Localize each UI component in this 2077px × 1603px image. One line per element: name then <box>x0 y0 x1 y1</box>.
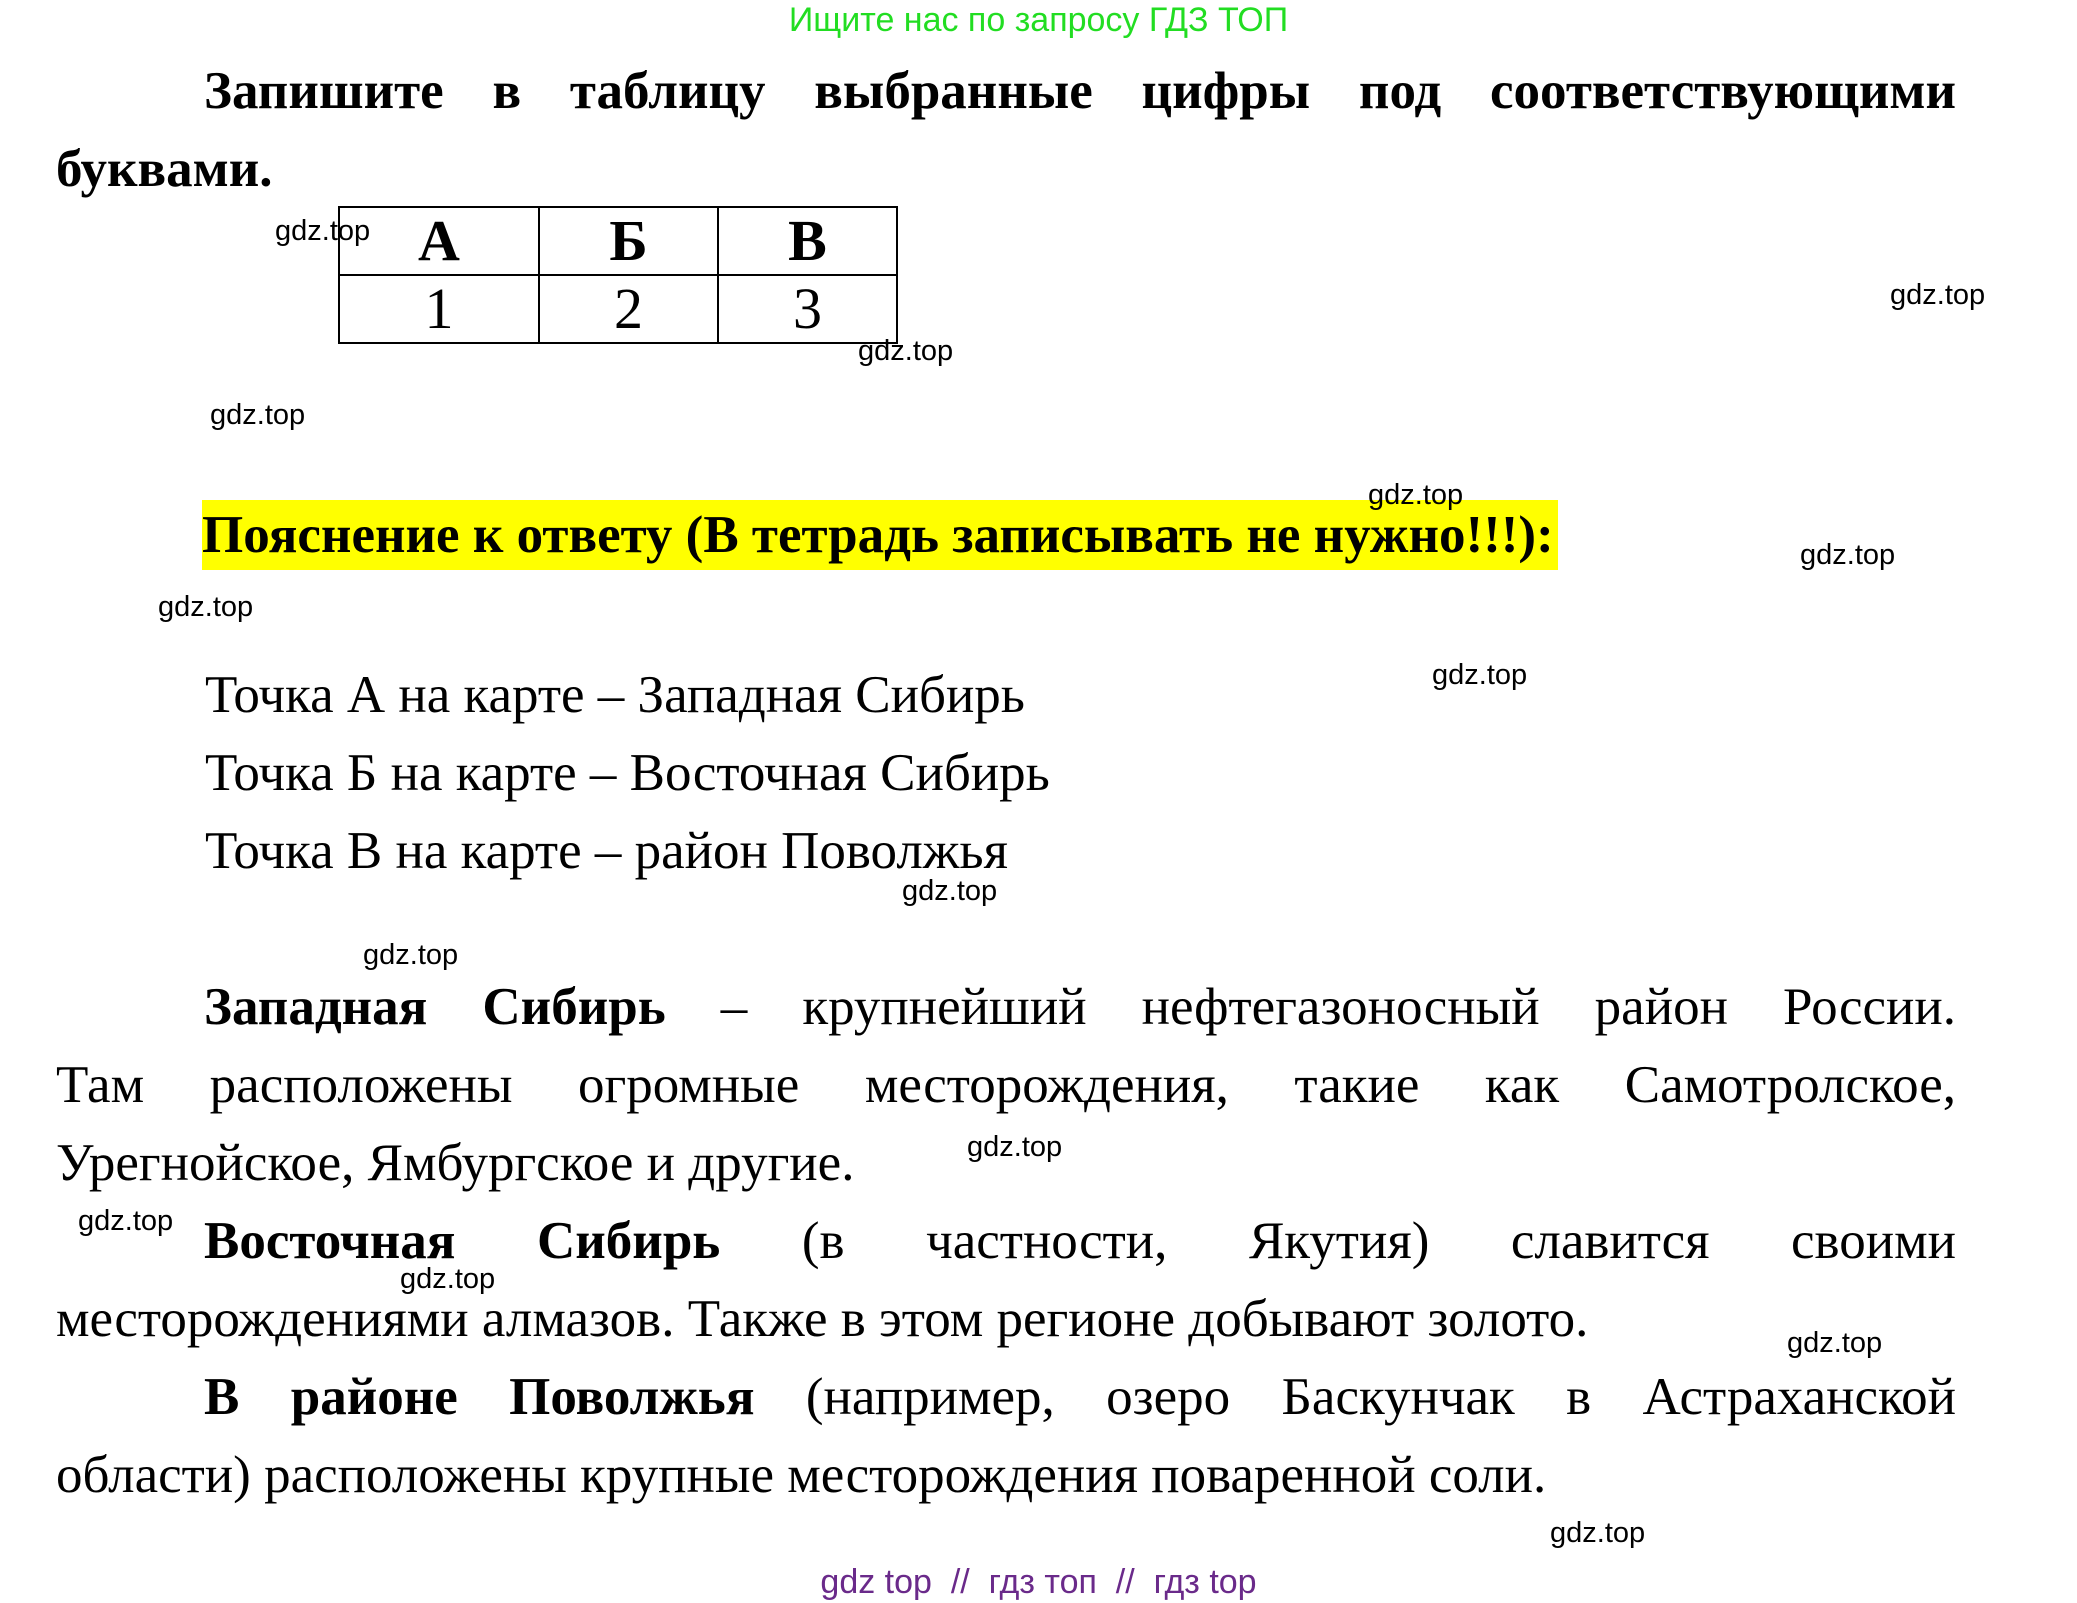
answer-table-value-v: 3 <box>718 275 897 343</box>
answer-table-value-b: 2 <box>539 275 718 343</box>
paragraph-east-siberia-term: Восточная Сибирь <box>204 1212 721 1270</box>
paragraph-volga-line1: (например, озеро Баскунчак в Астраханской <box>754 1368 1956 1426</box>
point-a-text: Точка А на карте – Западная Сибирь <box>205 666 1025 724</box>
paragraph-west-siberia-line2: Там расположены огромные месторождения, такие как Самотролское, <box>56 1056 1956 1114</box>
watermark: gdz.top <box>967 1131 1063 1163</box>
watermark: gdz.top <box>400 1263 496 1295</box>
watermark: gdz.top <box>902 875 998 907</box>
answer-table-header-v: В <box>718 207 897 275</box>
explanation-title: Пояснение к ответу (В тетрадь записывать не нужно!!!): <box>202 500 1558 570</box>
answer-table-header-row <box>339 207 897 275</box>
answer-table-header-a: А <box>339 207 539 275</box>
top-banner: Ищите нас по запросу ГДЗ ТОП <box>788 1 1289 39</box>
watermark: gdz.top <box>1550 1517 1646 1549</box>
watermark: gdz.top <box>1890 279 1986 311</box>
watermark: gdz.top <box>363 939 459 971</box>
watermark: gdz.top <box>158 591 254 623</box>
paragraph-east-siberia-line2: месторождениями алмазов. Также в этом регионе добывают золото. <box>56 1290 1589 1348</box>
answer-table-value-a: 1 <box>339 275 539 343</box>
answer-table <box>338 206 898 344</box>
watermark: gdz.top <box>210 399 306 431</box>
watermark: gdz.top <box>78 1205 174 1237</box>
paragraph-east-siberia-line1: (в частности, Якутия) славится своими <box>720 1212 1956 1270</box>
point-v-text: Точка В на карте – район Поволжья <box>205 822 1008 880</box>
watermark: gdz.top <box>1432 659 1528 691</box>
paragraph-volga <box>56 1358 1956 1514</box>
task-heading <box>56 52 1956 208</box>
watermark: gdz.top <box>858 335 954 367</box>
watermark: gdz.top <box>1787 1327 1883 1359</box>
task-heading-line2: буквами. <box>56 140 273 198</box>
footer-text: gdz top // гдз топ // гдз top <box>820 1563 1257 1601</box>
answer-table-header-b: Б <box>539 207 718 275</box>
paragraph-west-siberia-line3: Урегнойское, Ямбургское и другие. <box>56 1134 855 1192</box>
paragraph-volga-line2: области) расположены крупные месторождения поваренной соли. <box>56 1446 1547 1504</box>
point-b-text: Точка Б на карте – Восточная Сибирь <box>205 744 1050 802</box>
watermark: gdz.top <box>1368 479 1464 511</box>
watermark: gdz.top <box>275 215 371 247</box>
paragraph-west-siberia-line1: – крупнейший нефтегазоносный район России. <box>665 978 1956 1036</box>
task-heading-line1: Запишите в таблицу выбранные цифры под соответствующими <box>204 62 1956 120</box>
answer-table-value-row <box>339 275 897 343</box>
paragraph-east-siberia <box>56 1202 1956 1358</box>
paragraph-west-siberia-term: Западная Сибирь <box>204 978 666 1036</box>
paragraph-west-siberia <box>56 968 1956 1202</box>
paragraph-volga-term: В районе Поволжья <box>204 1368 755 1426</box>
watermark: gdz.top <box>1800 539 1896 571</box>
footer-watermark <box>0 1562 2077 1602</box>
